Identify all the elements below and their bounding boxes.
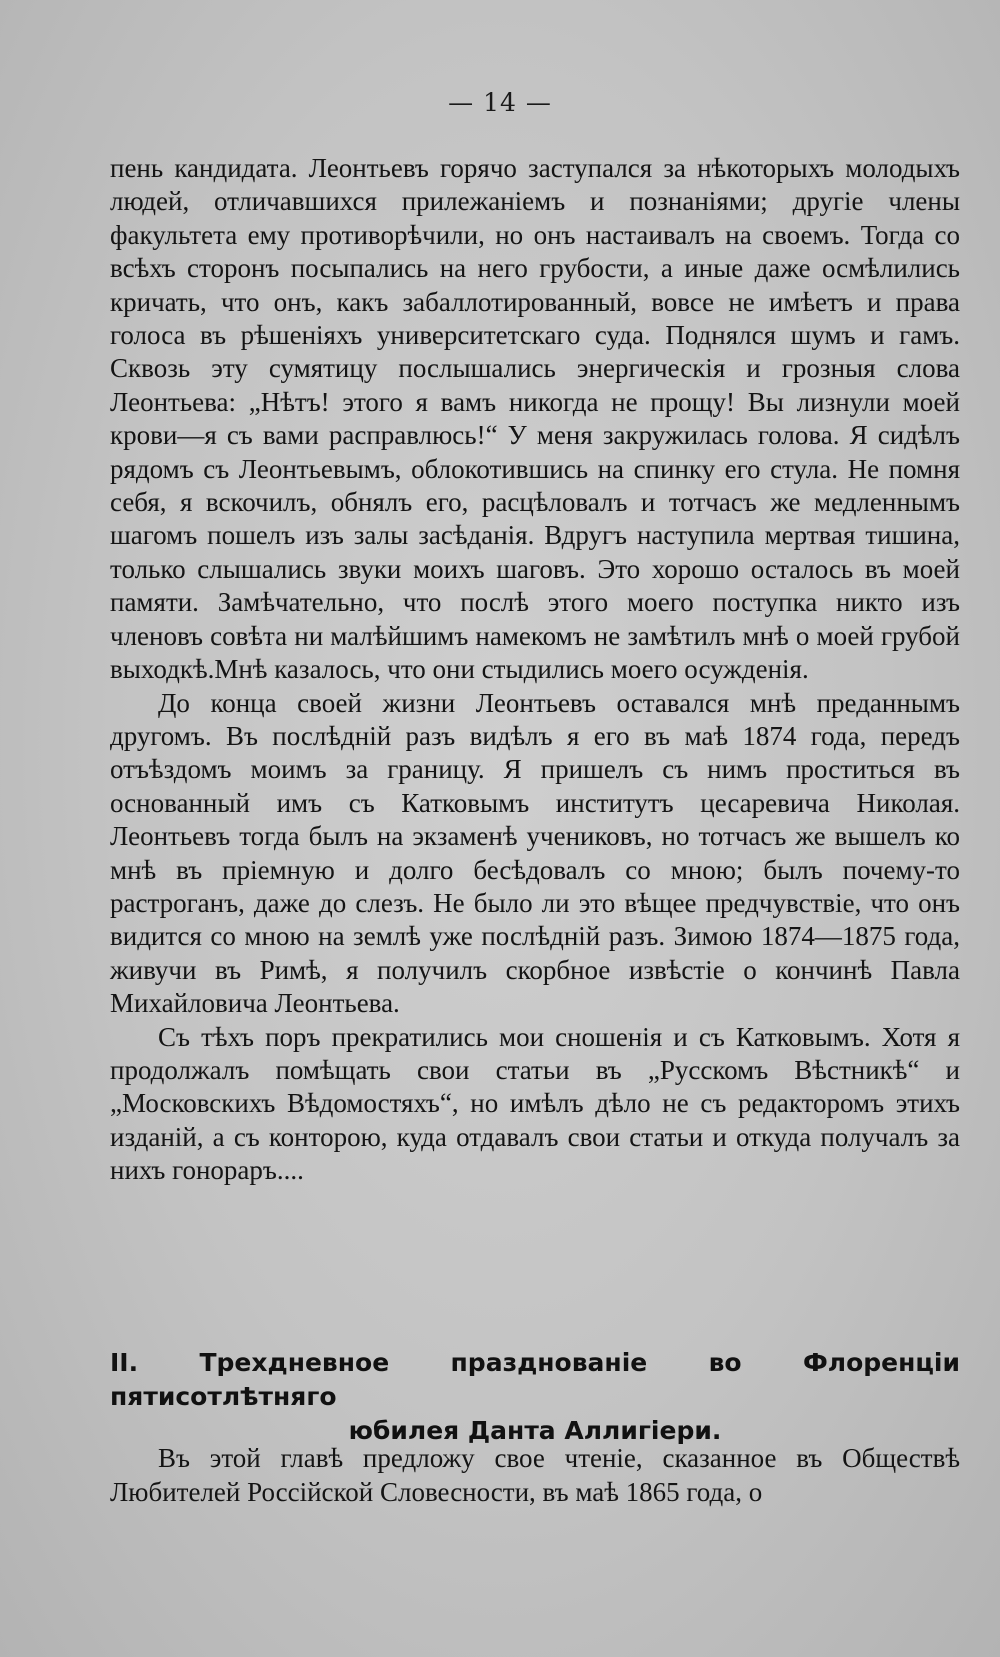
body-text	[110, 152, 960, 1188]
chapter-heading	[110, 1346, 960, 1448]
paragraph-3: Съ тѣхъ поръ прекратились мои сношенія и съ Катковымъ. Хотя я продолжалъ помѣщать свои статьи въ „Русскомъ Вѣстникѣ“ и „Московскихъ Вѣдомостяхъ“, но имѣлъ дѣло не съ редакторомъ этихъ изданій, а съ конторою, куда отдавалъ свои статьи и откуда получалъ за нихъ гонораръ....	[110, 1021, 960, 1186]
paragraph-1: пень кандидата. Леонтьевъ горячо заступался за нѣкоторыхъ молодыхъ людей, отличавшихся прилежаніемъ и познаніями; другіе члены факультета ему противорѣчили, но онъ настаивалъ на своемъ. Тогда со всѣхъ сторонъ посыпались на него грубости, а иные даже осмѣлились кричать, что онъ, какъ забаллотированный, вовсе не имѣетъ и права голоса въ рѣшеніяхъ университетскаго суда. Поднялся шумъ и гамъ. Сквозь эту сумятицу послышались энергическія и грозныя слова Леонтьева: „Нѣтъ! этого я вамъ никогда не прощу! Вы лизнули моей крови—я съ вами расправлюсь!“ У меня закружилась голова. Я сидѣлъ рядомъ съ Леонтьевымъ, облокотившись на спинку его стула. Не помня себя, я вскочилъ, обнялъ его, расцѣловалъ и тотчасъ же медленнымъ шагомъ пошелъ изъ залы засѣданія. Вдругъ наступила мертвая тишина, только слышались звуки моихъ шаговъ. Это хорошо осталось въ моей памяти. Замѣчательно, что послѣ этого моего поступка никто изъ членовъ совѣта ни малѣйшимъ намекомъ не замѣтилъ мнѣ о моей грубой выходкѣ.Мнѣ казалось, что они стыдились моего осужденія.	[110, 153, 960, 685]
paragraph-2: До конца своей жизни Леонтьевъ оставался мнѣ преданнымъ другомъ. Въ послѣдній разъ видѣлъ я его въ маѣ 1874 года, передъ отъѣздомъ моимъ за границу. Я пришелъ съ нимъ проститься въ основанный имъ съ Катковымъ институтъ цесаревича Николая. Леонтьевъ тогда былъ на экзаменѣ учениковъ, но тотчасъ же вышелъ ко мнѣ въ пріемную и долго бесѣдовалъ со мною; былъ почему-то растроганъ, даже до слезъ. Не было ли это вѣщее предчувствіе, что онъ видится со мною на землѣ уже послѣдній разъ. Зимою 1874—1875 года, живучи въ Римѣ, я получилъ скорбное извѣстіе о кончинѣ Павла Михайловича Леонтьева.	[110, 687, 960, 1019]
page-number: — 14 —	[448, 88, 552, 117]
chapter-intro-text	[110, 1441, 960, 1509]
chapter-heading-line-1: II. Трехдневное празднованіе во Флоренціи пятисотлѣтняго	[110, 1348, 960, 1411]
paragraph-4: Въ этой главѣ предложу свое чтеніе, сказанное въ Обществѣ Любителей Россійской Словесности, въ маѣ 1865 года, о	[110, 1443, 960, 1507]
chapter-heading-line-2: юбилея Данта Аллигіери.	[348, 1416, 722, 1445]
